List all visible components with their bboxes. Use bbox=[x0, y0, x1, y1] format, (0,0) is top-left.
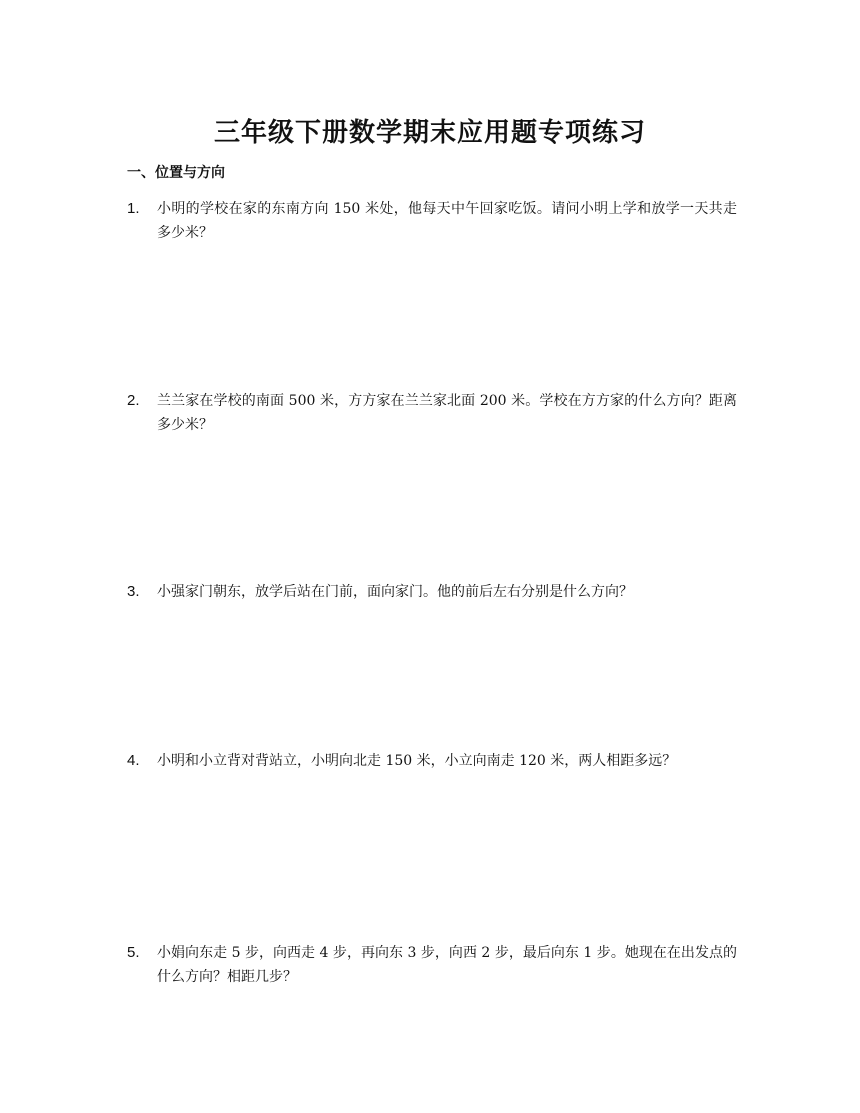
question-item bbox=[127, 197, 737, 245]
section-heading: 一、位置与方向 bbox=[127, 165, 225, 181]
page-title: 三年级下册数学期末应用题专项练习 bbox=[213, 118, 646, 148]
question-text: 兰兰家在学校的南面 500 米，方方家在兰兰家北面 200 米。学校在方方家的什么方向？距离多少米？ bbox=[157, 393, 737, 433]
question-item bbox=[127, 941, 737, 989]
question-item bbox=[127, 749, 737, 773]
question-text: 小明的学校在家的东南方向 150 米处，他每天中午回家吃饭。请问小明上学和放学一天共走多少米？ bbox=[157, 201, 737, 241]
question-text: 小强家门朝东，放学后站在门前，面向家门。他的前后左右分别是什么方向？ bbox=[157, 584, 633, 600]
question-number: 3. bbox=[127, 583, 140, 600]
question-number: 1. bbox=[127, 200, 140, 217]
question-number: 2. bbox=[127, 392, 140, 409]
question-text: 小娟向东走 5 步，向西走 4 步，再向东 3 步，向西 2 步，最后向东 1 步。她现在在出发点的什么方向？相距几步？ bbox=[157, 945, 737, 985]
question-number: 5. bbox=[127, 944, 140, 961]
question-item bbox=[127, 389, 737, 437]
question-text: 小明和小立背对背站立，小明向北走 150 米，小立向南走 120 米，两人相距多远？ bbox=[157, 753, 677, 769]
question-number: 4. bbox=[127, 752, 140, 769]
question-item bbox=[127, 580, 737, 604]
